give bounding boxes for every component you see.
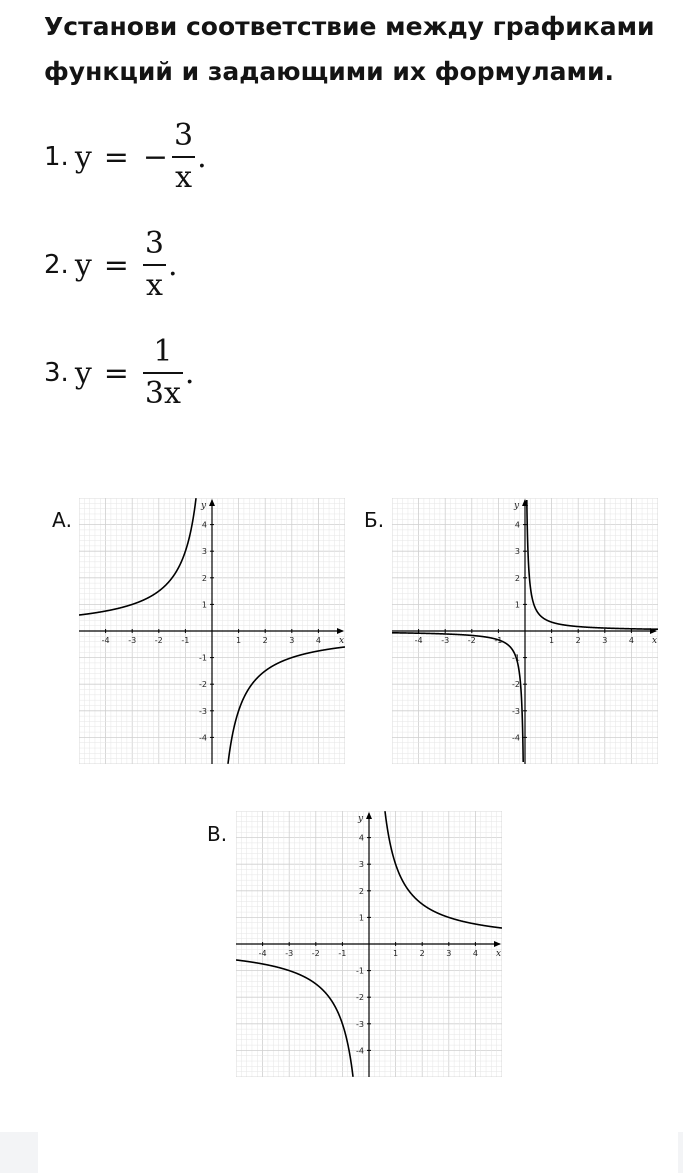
x-tick-label: -1	[338, 949, 347, 958]
x-tick-label: 1	[393, 949, 399, 958]
graph-label-a: А.	[52, 508, 73, 532]
hyperbola-graph	[79, 498, 345, 764]
fraction-numerator: 3	[174, 118, 194, 154]
formula-fraction	[143, 334, 183, 412]
graph-a	[79, 498, 345, 764]
formula-1	[44, 112, 207, 202]
bottom-edge	[678, 1132, 683, 1173]
x-tick-label: 4	[315, 636, 321, 645]
fraction-numerator: 3	[144, 226, 164, 262]
formula-equals: =	[103, 355, 129, 391]
x-tick-label: -3	[441, 636, 450, 645]
y-tick-label: -3	[356, 1019, 364, 1029]
y-tick-label: 3	[514, 547, 520, 557]
formula-variable: y	[74, 355, 92, 391]
task-title: Установи соответствие между графиками функций и задающими их формулами.	[44, 12, 655, 86]
formula-end: .	[168, 247, 178, 283]
formula-equals: =	[103, 139, 129, 175]
y-tick-label: -4	[356, 1046, 364, 1056]
formula-number: 3.	[44, 358, 69, 388]
fraction-denominator: 3x	[144, 375, 181, 411]
y-tick-label: 1	[358, 913, 364, 923]
formula-variable: y	[74, 247, 92, 283]
y-tick-label: 3	[358, 860, 364, 870]
y-axis-label: y	[514, 501, 520, 511]
x-axis-label: x	[652, 636, 658, 646]
x-axis-arrow	[337, 628, 344, 634]
x-tick-label: 4	[472, 949, 478, 958]
y-tick-label: 4	[514, 520, 520, 530]
y-tick-label: -2	[199, 680, 207, 690]
y-tick-label: 1	[514, 600, 520, 610]
formula-fraction	[172, 118, 195, 196]
graph-v	[236, 811, 502, 1077]
y-tick-label: 1	[201, 600, 207, 610]
y-tick-label: 2	[514, 573, 520, 583]
bottom-panel	[0, 1132, 38, 1173]
x-axis-label: x	[496, 949, 502, 959]
graph-b	[392, 498, 658, 764]
x-tick-label: -2	[154, 636, 163, 645]
formula-equals: =	[103, 247, 129, 283]
x-tick-label: 1	[549, 636, 555, 645]
x-tick-label: 2	[575, 636, 581, 645]
x-tick-label: 3	[289, 636, 295, 645]
x-tick-label: 3	[446, 949, 452, 958]
y-tick-label: -1	[512, 653, 520, 663]
formula-fraction	[143, 226, 166, 304]
y-axis-arrow	[209, 499, 215, 506]
x-tick-label: 1	[236, 636, 242, 645]
formula-variable: y	[74, 139, 92, 175]
x-tick-label: -2	[467, 636, 476, 645]
y-tick-label: -4	[199, 733, 207, 743]
x-tick-label: 3	[602, 636, 608, 645]
formula-end: .	[184, 355, 195, 391]
hyperbola-graph	[236, 811, 502, 1077]
formula-sign: −	[142, 139, 169, 175]
y-tick-label: 4	[358, 833, 364, 843]
x-tick-label: 4	[628, 636, 634, 645]
fraction-numerator: 1	[153, 334, 173, 370]
x-axis-arrow	[494, 941, 501, 947]
formula-2	[44, 220, 178, 310]
y-tick-label: 2	[358, 886, 364, 896]
y-axis-label: y	[201, 501, 207, 511]
y-tick-label: -3	[199, 706, 207, 716]
y-axis-arrow	[366, 812, 372, 819]
x-tick-label: 2	[262, 636, 268, 645]
formula-3	[44, 328, 194, 418]
x-tick-label: -3	[128, 636, 137, 645]
y-tick-label: -1	[199, 653, 207, 663]
x-tick-label: -4	[414, 636, 423, 645]
formula-number: 2.	[44, 250, 69, 280]
graph-label-v: В.	[207, 822, 228, 846]
y-tick-label: -2	[356, 993, 364, 1003]
graph-label-b: Б.	[364, 508, 385, 532]
x-axis-label: x	[339, 636, 345, 646]
x-tick-label: -3	[285, 949, 294, 958]
fraction-denominator: x	[175, 159, 193, 195]
hyperbola-graph	[392, 498, 658, 764]
y-tick-label: -3	[512, 706, 520, 716]
y-tick-label: -2	[512, 680, 520, 690]
y-tick-label: -4	[512, 733, 520, 743]
x-tick-label: -2	[311, 949, 320, 958]
y-tick-label: -1	[356, 966, 364, 976]
y-axis-label: y	[358, 814, 364, 824]
x-tick-label: -4	[258, 949, 267, 958]
y-tick-label: 4	[201, 520, 207, 530]
y-tick-label: 3	[201, 547, 207, 557]
formula-end: .	[197, 139, 207, 175]
fraction-denominator: x	[145, 267, 163, 303]
x-tick-label: -1	[181, 636, 190, 645]
x-tick-label: -1	[494, 636, 503, 645]
formula-number: 1.	[44, 142, 69, 172]
x-tick-label: -4	[101, 636, 110, 645]
x-tick-label: 2	[419, 949, 425, 958]
y-tick-label: 2	[201, 573, 207, 583]
